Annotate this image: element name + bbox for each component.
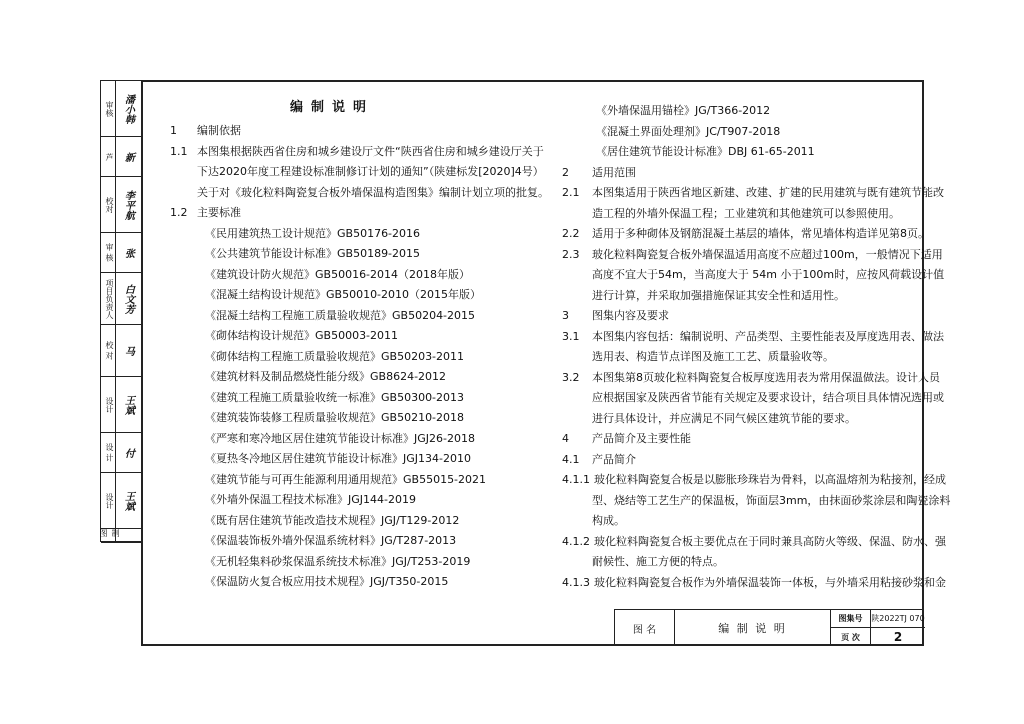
- drawing-name: 编 制 说 明: [675, 610, 831, 646]
- section-number: 2.2: [562, 227, 580, 240]
- text-line: 本图集内容包括：编制说明、产品类型、主要性能表及厚度选用表、做法: [592, 329, 944, 343]
- section-number: 3: [562, 309, 569, 322]
- page-title: 编制说明: [290, 100, 375, 115]
- title-block: [614, 609, 924, 646]
- text-line: 本图集根据陕西省住房和城乡建设厅文件“陕西省住房和城乡建设厅关于: [197, 144, 544, 158]
- text-line: 下达2020年度工程建设标准制修订计划的通知”（陕建标发[2020]4号）: [197, 165, 544, 178]
- signature-cell: [101, 433, 141, 473]
- signature-role: 校对: [105, 196, 114, 213]
- text-line: 编制依据: [197, 124, 241, 137]
- text-line: 图集内容及要求: [592, 309, 669, 322]
- signature-role: 设 计: [105, 443, 114, 462]
- signature-cell: [101, 273, 141, 325]
- signature-cell: [101, 137, 141, 177]
- section-number: 2.3: [562, 247, 580, 261]
- signature-cell-divider: [115, 273, 116, 324]
- signature-name: 张: [122, 247, 134, 258]
- signature-name: 李平航: [122, 189, 134, 220]
- text-line: 《混凝土结构设计规范》GB50010-2010（2015年版）: [205, 288, 482, 301]
- section-number: 3.1: [562, 329, 580, 343]
- text-line: 《无机轻集料砂浆保温系统技术标准》JGJ/T253-2019: [205, 554, 471, 568]
- page-number: 2: [893, 630, 903, 644]
- text-line: 适用于多种砌体及钢筋混凝土基层的墙体，常见墙体构造详见第8页。: [592, 227, 929, 240]
- text-line: 《外墙外保温工程技术标准》JGJ144-2019: [205, 493, 416, 506]
- signature-name: 白文芳: [122, 283, 134, 314]
- text-line: 进行具体设计，并应满足不同气候区建筑节能的要求。: [592, 411, 856, 425]
- section-number: 1: [170, 124, 177, 137]
- text-line: 玻化粒料陶瓷复合板外墙保温适用高度不应超过100m，一般情况下适用: [592, 247, 943, 261]
- text-line: 构成。: [592, 514, 625, 527]
- text-line: 《夏热冬冷地区居住建筑节能设计标准》JGJ134-2010: [205, 452, 471, 465]
- section-number: 2.1: [562, 186, 580, 199]
- text-line: 玻化粒料陶瓷复合板主要优点在于同时兼具高防火等级、保温、防水、强: [594, 534, 946, 548]
- section-number: 1.2: [170, 206, 188, 219]
- text-line: 《居住建筑节能设计标准》DBJ 61-65-2011: [596, 145, 815, 158]
- signature-cell-divider: [115, 233, 116, 272]
- text-line: 《建筑工程施工质量验收统一标准》GB50300-2013: [205, 390, 465, 404]
- text-line: 《民用建筑热工设计规范》GB50176-2016: [205, 226, 421, 240]
- text-line: 型、烧结等工艺生产的保温板，饰面层3mm，由抹面砂浆涂层和陶瓷涂料: [592, 493, 951, 507]
- signature-role: 项目负责人: [105, 278, 114, 319]
- text-line: 高度不宜大于54m，当高度大于 54m 小于100m时，应按风荷载设计值: [592, 268, 945, 281]
- text-line: 造工程的外墙外保温工程；工业建筑和其他建筑可以参照使用。: [592, 206, 900, 220]
- signature-name: 潘小韩: [122, 93, 134, 124]
- atlas-number: 陕2022TJ 070: [871, 610, 925, 628]
- signature-cell-divider: [115, 137, 116, 176]
- text-line: 耐候性、施工方便的特点。: [592, 555, 724, 568]
- signature-cell-divider: [115, 377, 116, 432]
- signature-role: 校 对: [105, 341, 114, 360]
- section-number: 1.1: [170, 144, 188, 158]
- page-number-label: 页 次: [831, 628, 871, 646]
- section-number: 4: [562, 432, 569, 445]
- signature-cell: [101, 529, 141, 543]
- signature-strip: [100, 80, 141, 542]
- signature-cell: [101, 473, 141, 529]
- text-line: 《砌体结构工程施工质量验收规范》GB50203-2011: [205, 349, 465, 363]
- text-line: 应根据国家及陕西省节能有关规定及要求设计，结合项目具体情况选用或: [592, 391, 944, 404]
- text-line: 《外墙保温用锚栓》JG/T366-2012: [596, 104, 771, 117]
- text-line: 《建筑装饰装修工程质量验收规范》GB50210-2018: [205, 411, 465, 424]
- signature-cell: [101, 177, 141, 233]
- text-line: 《建筑节能与可再生能源利用通用规范》GB55015-2021: [205, 472, 487, 486]
- text-line: 进行计算，并采取加强措施保证其安全性和适用性。: [592, 288, 845, 302]
- signature-role: 图: [99, 529, 108, 537]
- signature-cell: [101, 377, 141, 433]
- signature-role: 设计: [105, 492, 114, 509]
- signature-role: 设计: [105, 396, 114, 413]
- text-line: 适用范围: [592, 165, 636, 179]
- text-line: 玻化粒料陶瓷复合板是以膨胀珍珠岩为骨料，以高温熔剂为粘接剂，经成: [594, 473, 946, 486]
- section-number: 4.1.1: [562, 473, 590, 486]
- signature-name: [117, 529, 139, 542]
- text-line: 产品简介: [592, 452, 636, 466]
- signature-cell-divider: [115, 433, 116, 472]
- text-line: 玻化粒料陶瓷复合板作为外墙保温装饰一体板，与外墙采用粘接砂浆和金: [594, 575, 946, 589]
- atlas-number-label: 图集号: [831, 610, 871, 628]
- section-number: 4.1.2: [562, 534, 590, 548]
- signature-name: 付: [122, 447, 134, 458]
- section-number: 4.1: [562, 452, 580, 466]
- signature-cell-divider: [115, 325, 116, 376]
- text-line: 本图集第8页玻化粒料陶瓷复合板厚度选用表为常用保温做法。设计人员: [592, 370, 940, 384]
- signature-role: 审 核: [105, 243, 114, 262]
- section-number: 4.1.3: [562, 575, 590, 589]
- text-line: 《保温防火复合板应用技术规程》JGJ/T350-2015: [205, 575, 449, 588]
- text-line: 选用表、构造节点详图及施工工艺、质量验收等。: [592, 350, 834, 363]
- text-line: 《既有居住建筑节能改造技术规程》JGJ/T129-2012: [205, 513, 460, 527]
- text-line: 《建筑材料及制品燃烧性能分级》GB8624-2012: [205, 370, 447, 383]
- text-line: 关于对《玻化粒料陶瓷复合板外墙保温构造图集》编制计划立项的批复。: [197, 185, 549, 199]
- text-line: 《保温装饰板外墙外保温系统材料》JG/T287-2013: [205, 534, 457, 547]
- text-line: 《混凝土界面处理剂》JC/T907-2018: [596, 124, 781, 138]
- signature-cell-divider: [115, 473, 116, 528]
- section-number: 2: [562, 165, 569, 179]
- text-line: 主要标准: [197, 206, 241, 219]
- signature-cell-divider: [115, 177, 116, 232]
- text-line: 《砌体结构设计规范》GB50003-2011: [205, 329, 399, 342]
- text-line: 《混凝土结构工程施工质量验收规范》GB50204-2015: [205, 308, 476, 322]
- signature-name: 王斌: [122, 394, 134, 415]
- drawing-name-label: 图 名: [615, 610, 675, 646]
- signature-name: 新: [122, 151, 134, 162]
- text-line: 产品简介及主要性能: [592, 432, 691, 445]
- signature-cell: [101, 233, 141, 273]
- signature-cell-divider: [115, 81, 116, 136]
- text-line: 本图集适用于陕西省地区新建、改建、扩建的民用建筑与既有建筑节能改: [592, 186, 944, 199]
- signature-name: 王斌: [122, 490, 134, 511]
- text-line: 《严寒和寒冷地区居住建筑节能设计标准》JGJ26-2018: [205, 431, 475, 445]
- signature-role: 芦: [105, 152, 114, 161]
- signature-name: 马: [122, 345, 134, 356]
- signature-cell: [101, 325, 141, 377]
- signature-cell-divider: [115, 529, 116, 542]
- signature-cell: [101, 81, 141, 137]
- section-number: 3.2: [562, 370, 580, 384]
- text-line: 《建筑设计防火规范》GB50016-2014（2018年版）: [205, 267, 471, 281]
- text-line: 《公共建筑节能设计标准》GB50189-2015: [205, 247, 421, 260]
- signature-role: 审核: [105, 100, 114, 117]
